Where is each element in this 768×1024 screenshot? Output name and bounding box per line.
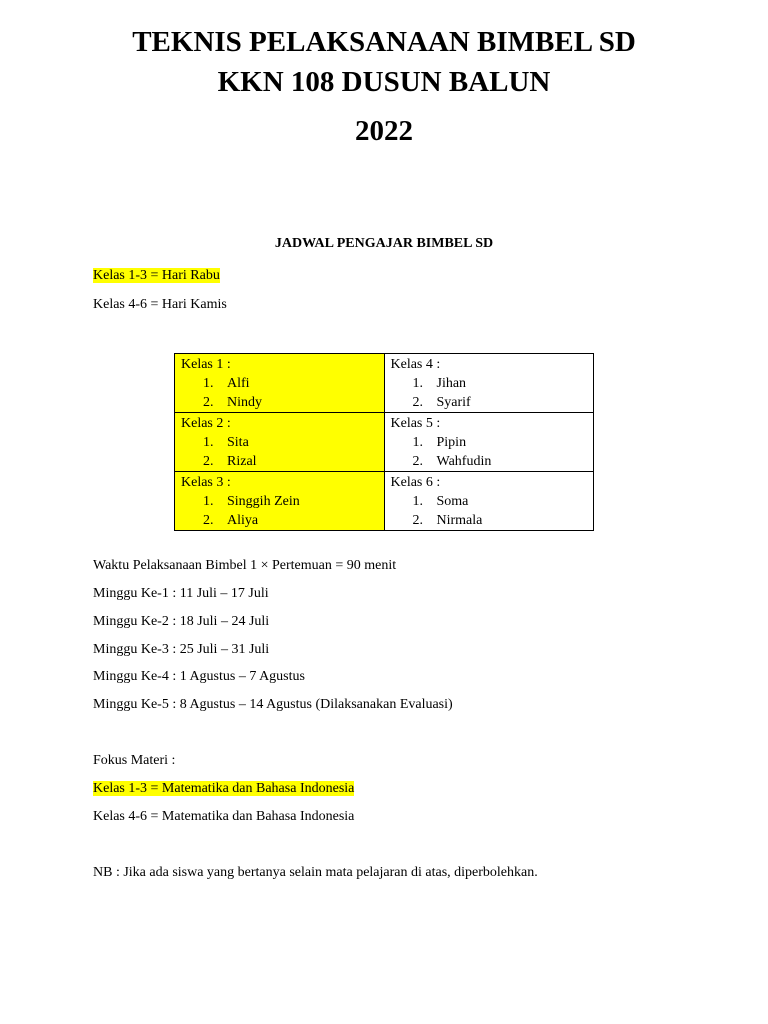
week-4: Minggu Ke-4 : 1 Agustus – 7 Agustus [93, 669, 305, 684]
teacher-name: 2. Wahfudin [412, 454, 492, 469]
document-title-line-1: TEKNIS PELAKSANAAN BIMBEL SD [132, 26, 636, 58]
teacher-name: 1. Sita [203, 435, 249, 450]
week-5: Minggu Ke-5 : 8 Agustus – 14 Agustus (Dilaksanakan Evaluasi) [93, 697, 453, 712]
class-cell-lower [175, 354, 385, 413]
day-kelas-1-3: Kelas 1-3 = Hari Rabu [93, 268, 220, 283]
list-number: 2. [203, 513, 214, 528]
teacher-list [391, 492, 588, 530]
list-number: 1. [412, 494, 423, 509]
focus-kelas-4-6: Kelas 4-6 = Matematika dan Bahasa Indonesia [93, 809, 355, 824]
list-number: 1. [203, 435, 214, 450]
teacher-name: 1. Jihan [412, 376, 467, 391]
schedule-row [175, 472, 594, 531]
teacher-name: 2. Nirmala [412, 513, 483, 528]
session-duration: Waktu Pelaksanaan Bimbel 1 × Pertemuan = 90 menit [93, 558, 397, 573]
class-label: Kelas 6 : [390, 475, 441, 490]
teacher-list [391, 433, 588, 471]
document-title-year: 2022 [355, 115, 413, 147]
teacher-name: 2. Nindy [203, 395, 262, 410]
class-label: Kelas 3 : [181, 475, 231, 490]
teacher-name: 1. Pipin [412, 435, 467, 450]
teacher-list [181, 374, 378, 412]
list-number: 2. [203, 395, 214, 410]
class-label: Kelas 4 : [390, 357, 441, 372]
week-2: Minggu Ke-2 : 18 Juli – 24 Juli [93, 614, 270, 629]
focus-kelas-1-3: Kelas 1-3 = Matematika dan Bahasa Indonesia [93, 781, 355, 796]
teacher-name: 2. Syarif [412, 395, 471, 410]
teacher-name: 2. Rizal [203, 454, 257, 469]
teacher-name: 2. Aliya [203, 513, 259, 528]
list-number: 1. [203, 376, 214, 391]
list-number: 2. [412, 395, 423, 410]
class-cell-upper [384, 413, 594, 472]
schedule-row [175, 413, 594, 472]
teacher-schedule-table [174, 353, 594, 531]
teacher-name: 1. Singgih Zein [203, 494, 300, 509]
teacher-list [181, 492, 378, 530]
teacher-list [391, 374, 588, 412]
focus-heading: Fokus Materi : [93, 753, 176, 768]
list-number: 1. [412, 376, 423, 391]
note: NB : Jika ada siswa yang bertanya selain mata pelajaran di atas, diperbolehkan. [93, 865, 538, 880]
class-label: Kelas 1 : [181, 357, 231, 372]
list-number: 1. [203, 494, 214, 509]
week-3: Minggu Ke-3 : 25 Juli – 31 Juli [93, 642, 270, 657]
class-cell-upper [384, 354, 594, 413]
list-number: 1. [412, 435, 423, 450]
schedule-heading: JADWAL PENGAJAR BIMBEL SD [274, 236, 494, 251]
teacher-name: 1. Alfi [203, 376, 250, 391]
teacher-list [181, 433, 378, 471]
list-number: 2. [203, 454, 214, 469]
day-kelas-4-6: Kelas 4-6 = Hari Kamis [93, 297, 227, 312]
schedule-row [175, 354, 594, 413]
class-cell-lower [175, 413, 385, 472]
list-number: 2. [412, 513, 423, 528]
teacher-name: 1. Soma [412, 494, 469, 509]
document-title-line-2: KKN 108 DUSUN BALUN [217, 66, 551, 98]
week-1: Minggu Ke-1 : 11 Juli – 17 Juli [93, 586, 269, 601]
list-number: 2. [412, 454, 423, 469]
class-cell-lower [175, 472, 385, 531]
class-label: Kelas 2 : [181, 416, 231, 431]
class-label: Kelas 5 : [390, 416, 441, 431]
class-cell-upper [384, 472, 594, 531]
